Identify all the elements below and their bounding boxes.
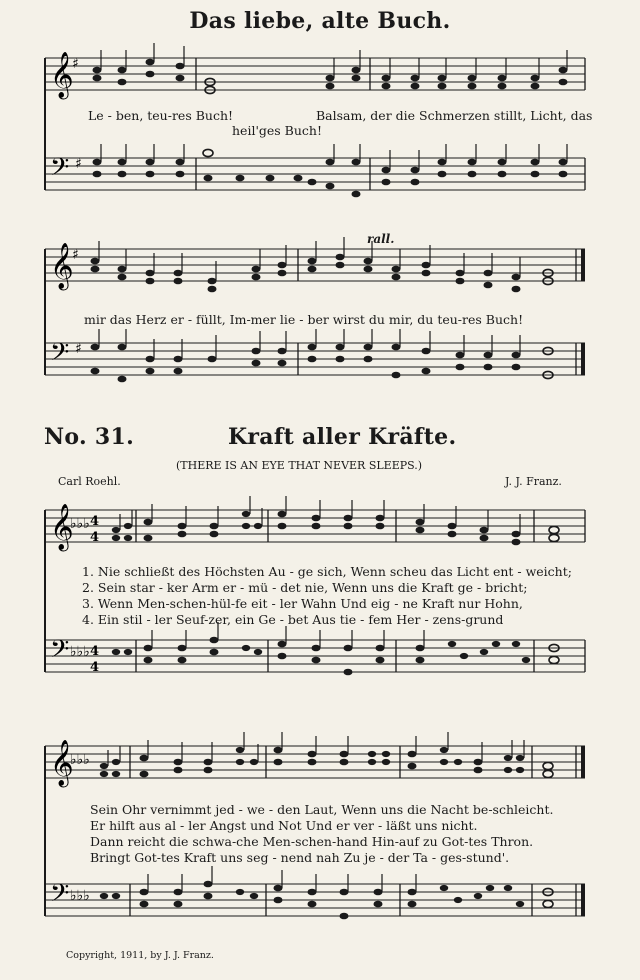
time-signature: 4 [90,530,100,545]
treble-clef-icon: 𝄞 [50,740,74,786]
verse-3-line2: Dann reicht die schwa-che Men-schen-hand Hin-auf zu Got-tes Thron. [90,834,534,849]
bass-clef-icon: 𝄢 [50,338,70,373]
verse-1-line1: 1. Nie schließt des Höchsten Au - ge sich, Wenn scheu das Licht ent - weicht; [82,564,572,579]
final-barline [581,746,585,916]
verse-3-line1: 3. Wenn Men-schen-hül-fe eit - ler Wahn Und eig - ne Kraft nur Hohn, [82,596,523,611]
key-sharp-icon: ♯ [72,56,79,72]
time-signature: 4 [90,644,100,659]
treble-clef-icon: 𝄞 [50,504,74,550]
bass-clef-icon: 𝄢 [50,153,70,188]
key-sharp-icon: ♯ [72,247,79,263]
song1-line2-lyric: mir das Herz er - füllt, Im-mer lie - ber wirst du mir, du teu-res Buch! [84,312,524,327]
song1-line1-lyric-a: Le - ben, teu-res Buch! [88,108,234,123]
song1-sys2-bass-notes [91,344,554,383]
verse-1-line2: Sein Ohr vernimmt jed - we - den Laut, Wenn uns die Nacht be-schleicht. [90,802,554,817]
bass-clef-icon: 𝄢 [50,879,70,914]
verse-2-line2: Er hilft aus al - ler Angst und Not Und er ver - läßt uns nicht. [90,818,478,833]
song2-number: No. 31. [44,424,135,450]
bass-clef-icon: 𝄢 [50,635,70,670]
song1-line1-lyric-c: heil'ges Buch! [232,123,322,138]
song1-sys1-treble-stems [101,43,567,78]
song1-title: Das liebe, alte Buch. [189,8,451,34]
copyright-notice: Copyright, 1911, by J. J. Franz. [66,950,214,961]
treble-clef-icon: 𝄞 [50,52,74,98]
key-flat-icon: ♭♭♭ [70,516,90,532]
time-signature: 4 [90,660,100,675]
song2-title: Kraft aller Kräfte. [228,424,457,450]
verse-4-line2: Bringt Got-tes Kraft uns seg - nend nah Zu je - der Ta - ges-stund'. [90,850,510,865]
key-sharp-icon: ♯ [75,156,82,172]
key-flat-icon: ♭♭♭ [70,888,90,904]
final-barline [581,249,585,375]
key-flat-icon: ♭♭♭ [70,752,90,768]
song1-line1-lyric-b: Balsam, der die Schmerzen stillt, Licht, das [316,108,593,123]
song2-sys1-treble-notes [112,511,559,546]
verse-2-line1: 2. Sein star - ker Arm er - mü - det nie, Wenn uns die Kraft ge - bricht; [82,580,528,595]
song1-sys1-treble-notes [93,59,568,94]
key-flat-icon: ♭♭♭ [70,644,90,660]
song2-subtitle: (THERE IS AN EYE THAT NEVER SLEEPS.) [176,459,423,472]
verse-4-line1: 4. Ein stil - ler Seuf-zer, ein Ge - bet Aus tie - fem Her - zens-grund [82,612,504,627]
lyricist-credit: Carl Roehl. [58,475,121,488]
tempo-marking: rall. [367,232,395,246]
treble-clef-icon: 𝄞 [50,243,74,289]
time-signature: 4 [90,514,100,529]
composer-credit: J. J. Franz. [505,475,562,488]
song2-system1 [0,490,640,700]
key-sharp-icon: ♯ [75,341,82,357]
